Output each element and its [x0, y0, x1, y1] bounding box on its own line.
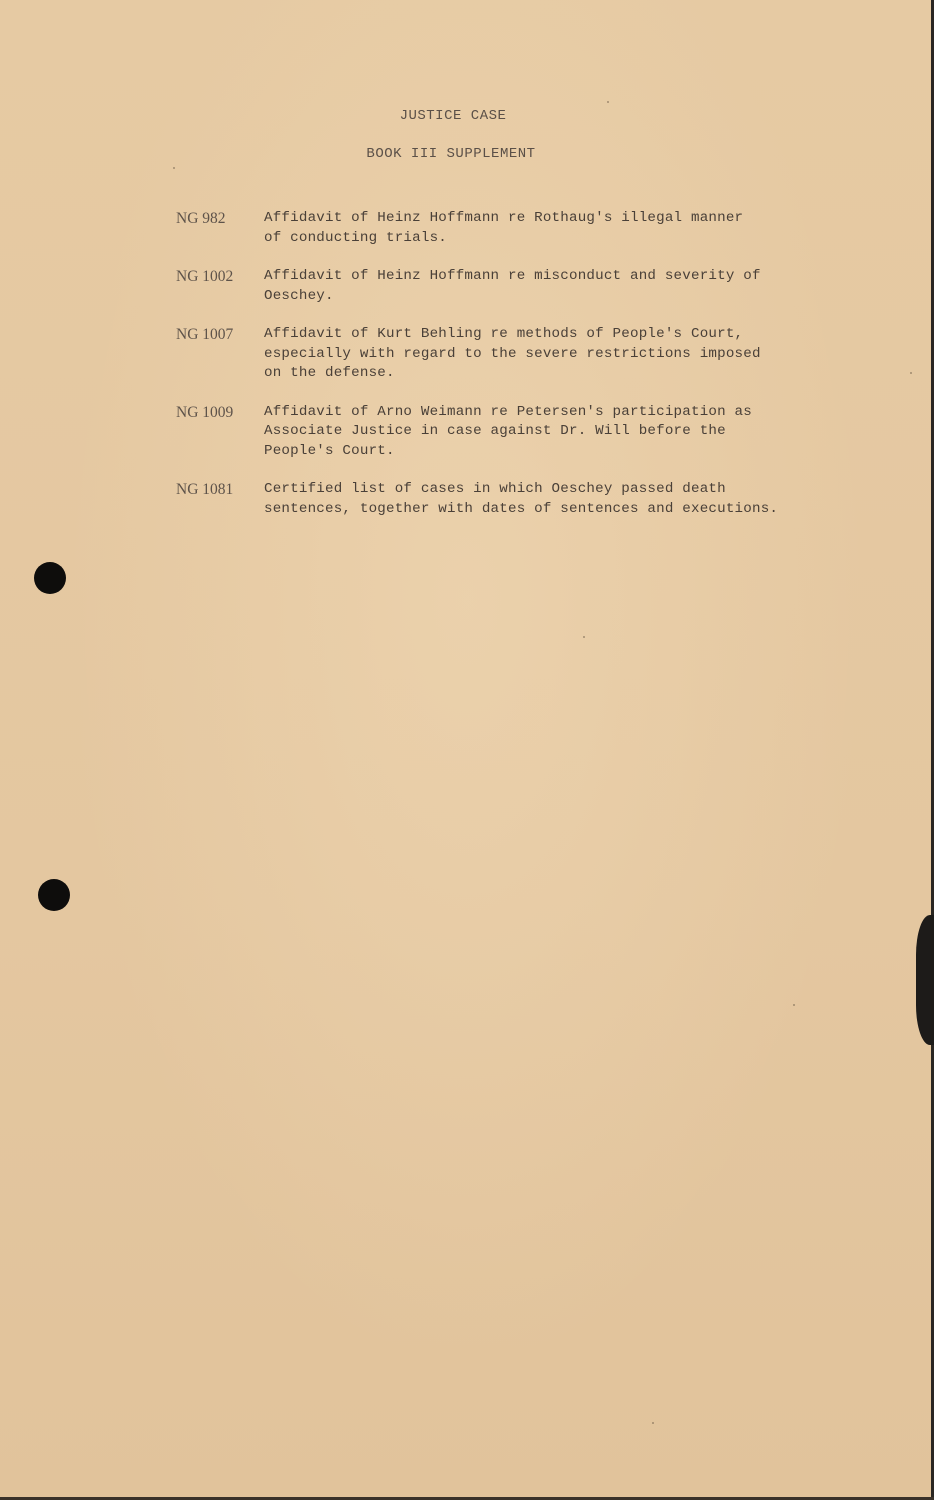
exhibit-description: Affidavit of Kurt Behling re methods of People's Court, especially with regard to the severe restrictions imposed on the defense. [264, 326, 761, 381]
exhibit-number: NG 1002 [176, 268, 234, 285]
paper-tear-mark [916, 915, 934, 1045]
exhibit-description: Affidavit of Heinz Hoffmann re misconduct and severity of Oeschey. [264, 268, 761, 304]
exhibit-list [176, 209, 856, 538]
paper-speck [583, 636, 585, 638]
exhibit-description: Affidavit of Arno Weimann re Petersen's participation as Associate Justice in case against Dr. Will before the People's Court. [264, 403, 752, 459]
exhibit-number: NG 1081 [176, 481, 234, 498]
exhibit-entry [176, 480, 856, 519]
paper-speck [173, 167, 175, 169]
paper-speck [793, 1004, 795, 1006]
paper-speck [607, 101, 609, 103]
exhibit-entry [176, 209, 856, 248]
exhibit-description: Affidavit of Heinz Hoffmann re Rothaug's illegal manner of conducting trials. [264, 210, 744, 246]
paper-speck [910, 372, 912, 374]
exhibit-number: NG 1009 [176, 403, 234, 421]
paper-speck [652, 1422, 654, 1424]
document-subtitle: BOOK III SUPPLEMENT [366, 146, 536, 162]
exhibit-description: Certified list of cases in which Oeschey passed death sentences, together with dates of sentences and executions. [264, 481, 779, 517]
punch-hole-top [34, 562, 66, 594]
exhibit-number: NG 1007 [176, 326, 234, 343]
exhibit-entry [176, 403, 856, 462]
exhibit-entry [176, 267, 856, 306]
exhibit-entry [176, 325, 856, 384]
document-title: JUSTICE CASE [399, 108, 507, 124]
exhibit-number: NG 982 [176, 210, 226, 227]
punch-hole-bottom [38, 879, 70, 911]
